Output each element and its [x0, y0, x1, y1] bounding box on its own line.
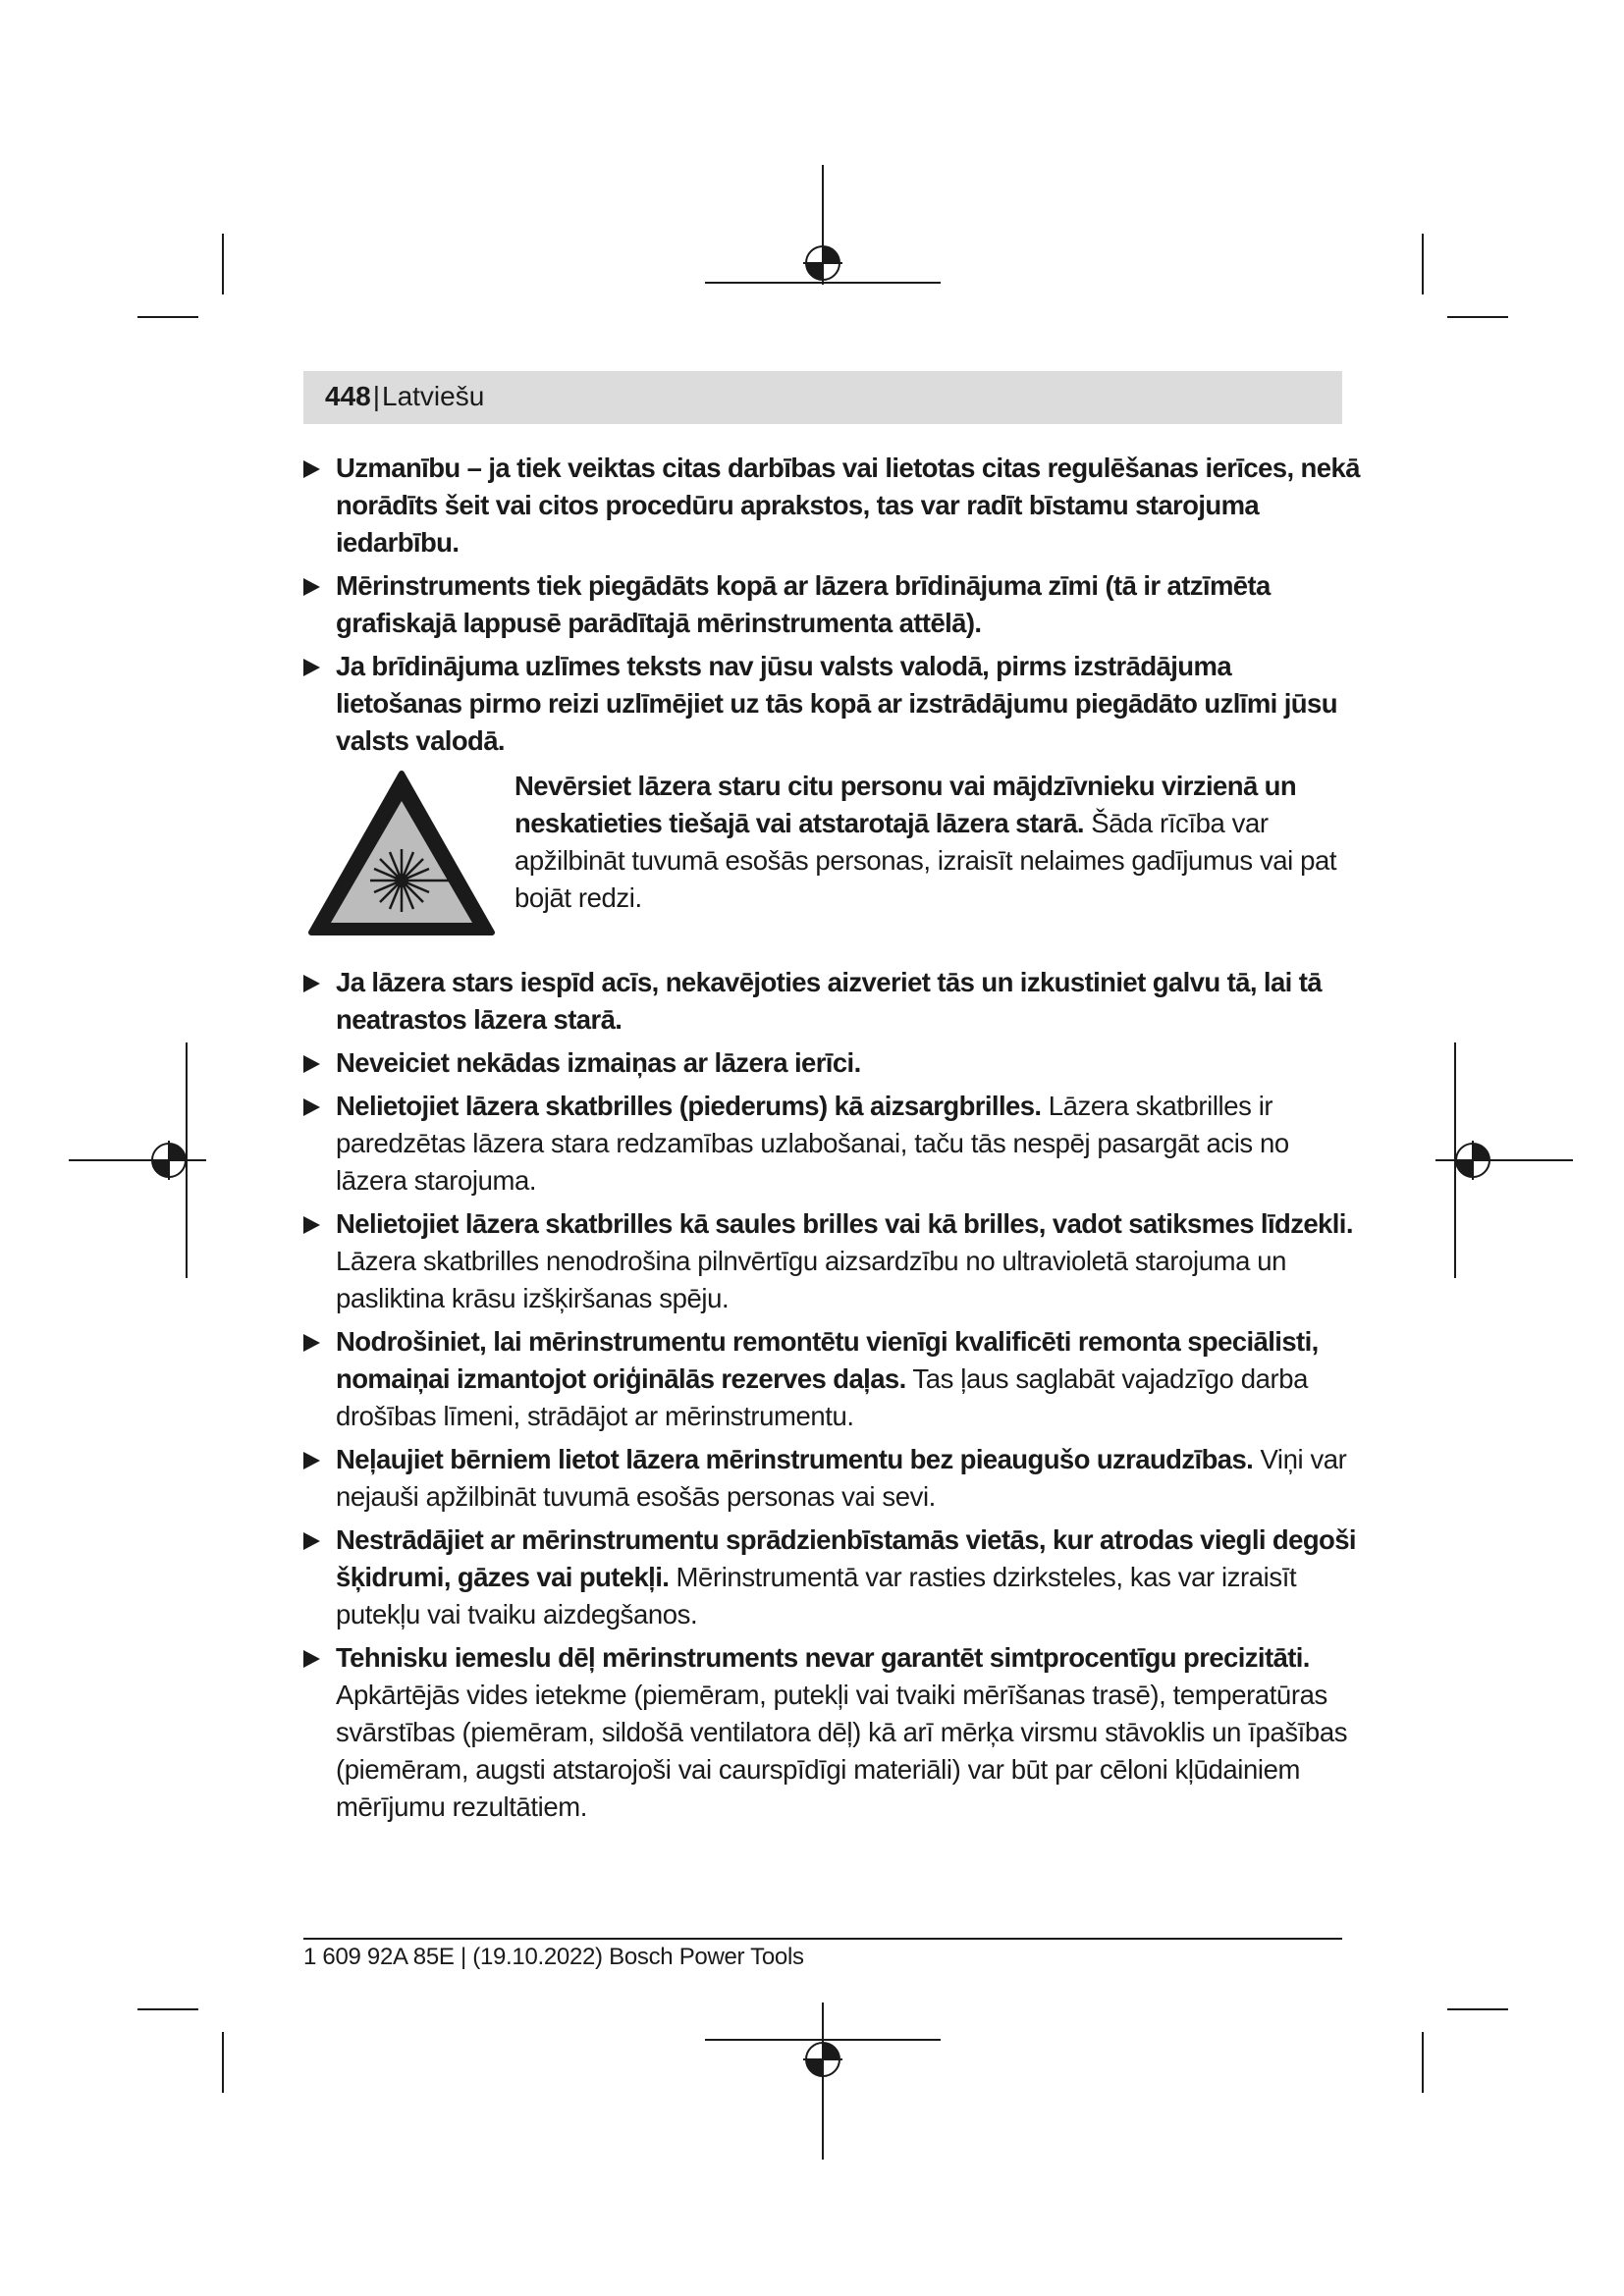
list-item	[303, 1088, 1364, 1200]
warning-text: Šāda rīcība var apžilbināt tuvumā esošās personas, izraisīt nelaimes gadījumus vai pat bojāt redzi.	[514, 808, 1337, 913]
item-bold-text: Nelietojiet lāzera skatbrilles kā saules brilles vai kā brilles, vadot satiksmes līdzekli.	[336, 1208, 1353, 1239]
crop-mark	[222, 2032, 224, 2093]
item-text: Tas ļaus saglabāt vajadzīgo darba drošības līmeni, strādājot ar mērinstrumentu.	[336, 1363, 1309, 1431]
item-bold-text: Uzmanību – ja tiek veiktas citas darbības vai lietotas citas regulēšanas ierīces, nekā norādīts šeit vai citos procedūru aprakstos, tas var radīt bīstamu starojuma iedarbību.	[336, 453, 1360, 558]
item-bold-text: Nelietojiet lāzera skatbrilles (piederums) kā aizsargbrilles.	[336, 1091, 1042, 1121]
header-separator: |	[372, 381, 380, 411]
list-item	[303, 964, 1364, 1039]
laser-warning-block	[303, 766, 1364, 952]
section-title: Latviešu	[382, 381, 485, 411]
item-text: Viņi var nejauši apžilbināt tuvumā esošās personas vai sevi.	[336, 1444, 1347, 1512]
warning-bold-text: Nevērsiet lāzera staru citu personu vai mājdzīvnieku virzienā un neskatieties tiešajā vai atstarotajā lāzera starā.	[514, 771, 1297, 838]
page-footer: 1 609 92A 85E | (19.10.2022) Bosch Power Tools	[303, 1944, 804, 1970]
list-item	[303, 648, 1364, 760]
list-item	[303, 1639, 1364, 1826]
list-item	[303, 1205, 1364, 1317]
bullet-triangle-icon	[303, 1098, 320, 1116]
item-bold-text: Tehnisku iemeslu dēļ mērinstruments nevar garantēt simtprocentīgu precizitāti.	[336, 1642, 1310, 1673]
bullet-triangle-icon	[303, 1055, 320, 1073]
footer-rule	[303, 1938, 1342, 1940]
item-bold-text: Neveiciet nekādas izmaiņas ar lāzera ierīci.	[336, 1047, 861, 1078]
bullet-triangle-icon	[303, 460, 320, 478]
item-text: Apkārtējās vides ietekme (piemēram, putekļi vai tvaiki mērīšanas trasē), temperatūras svārstības (piemēram, sildošā ventilatora dēļ) kā arī mērķa virsmu stāvoklis un īpašības (piemēram, augsti atstarojoši vai caurspīdīgi materiāli) var būt par cēloni kļūdainiem mērījumu rezultātiem.	[336, 1680, 1348, 1822]
item-bold-text: Mērinstruments tiek piegādāts kopā ar lāzera brīdinājuma zīmi (tā ir atzīmēta grafiskajā lappusē parādītajā mērinstrumenta attēlā).	[336, 570, 1271, 638]
list-item	[303, 1522, 1364, 1633]
item-bold-text: Neļaujiet bērniem lietot lāzera mērinstrumentu bez pieaugušo uzraudzības.	[336, 1444, 1254, 1474]
bullet-triangle-icon	[303, 1216, 320, 1234]
item-text: Mērinstrumentā var rasties dzirksteles, kas var izraisīt putekļu vai tvaiku aizdegšanos.	[336, 1562, 1297, 1629]
item-text: Lāzera skatbrilles ir paredzētas lāzera stara redzamības uzlabošanai, taču tās nespēj pasargāt acis no lāzera starojuma.	[336, 1091, 1289, 1196]
bullet-triangle-icon	[303, 1650, 320, 1668]
page-number: 448	[325, 381, 371, 411]
safety-instructions	[303, 450, 1364, 1832]
list-item	[303, 450, 1364, 561]
page-header	[325, 379, 484, 414]
laser-warning-icon	[303, 766, 500, 942]
crop-mark	[1422, 234, 1424, 294]
bullet-triangle-icon	[303, 1452, 320, 1469]
laser-warning-text	[514, 768, 1339, 917]
bullet-triangle-icon	[303, 578, 320, 596]
list-item	[303, 1441, 1364, 1516]
registration-mark-icon	[69, 1042, 206, 1278]
item-bold-text: Nestrādājiet ar mērinstrumentu sprādzienbīstamās vietās, kur atrodas viegli degoši šķidrumi, gāzes vai putekļi.	[336, 1524, 1356, 1592]
bullet-triangle-icon	[303, 1334, 320, 1352]
list-item	[303, 1044, 1364, 1082]
crop-mark	[1447, 316, 1508, 318]
crop-mark	[137, 316, 198, 318]
registration-mark-icon	[1435, 1042, 1573, 1278]
list-item	[303, 567, 1364, 642]
crop-mark	[1447, 2008, 1508, 2010]
item-bold-text: Ja lāzera stars iespīd acīs, nekavējoties aizveriet tās un izkustiniet galvu tā, lai tā neatrastos lāzera starā.	[336, 967, 1322, 1035]
registration-mark-icon	[705, 2002, 941, 2160]
crop-mark	[222, 234, 224, 294]
bullet-triangle-icon	[303, 975, 320, 992]
item-bold-text: Ja brīdinājuma uzlīmes teksts nav jūsu valsts valodā, pirms izstrādājuma lietošanas pirmo reizi uzlīmējiet uz tās kopā ar izstrādājumu piegādāto uzlīmi jūsu valsts valodā.	[336, 651, 1337, 756]
crop-mark	[137, 2008, 198, 2010]
item-bold-text: Nodrošiniet, lai mērinstrumentu remontētu vienīgi kvalificēti remonta speciālisti, nomaiņai izmantojot oriģinālās rezerves daļas.	[336, 1326, 1319, 1394]
item-text: Lāzera skatbrilles nenodrošina pilnvērtīgu aizsardzību no ultravioletā starojuma un pasliktina krāsu izšķiršanas spēju.	[336, 1246, 1287, 1313]
list-item	[303, 1323, 1364, 1435]
crop-mark	[1422, 2032, 1424, 2093]
bullet-triangle-icon	[303, 1532, 320, 1550]
registration-mark-icon	[705, 165, 941, 322]
bullet-triangle-icon	[303, 659, 320, 676]
